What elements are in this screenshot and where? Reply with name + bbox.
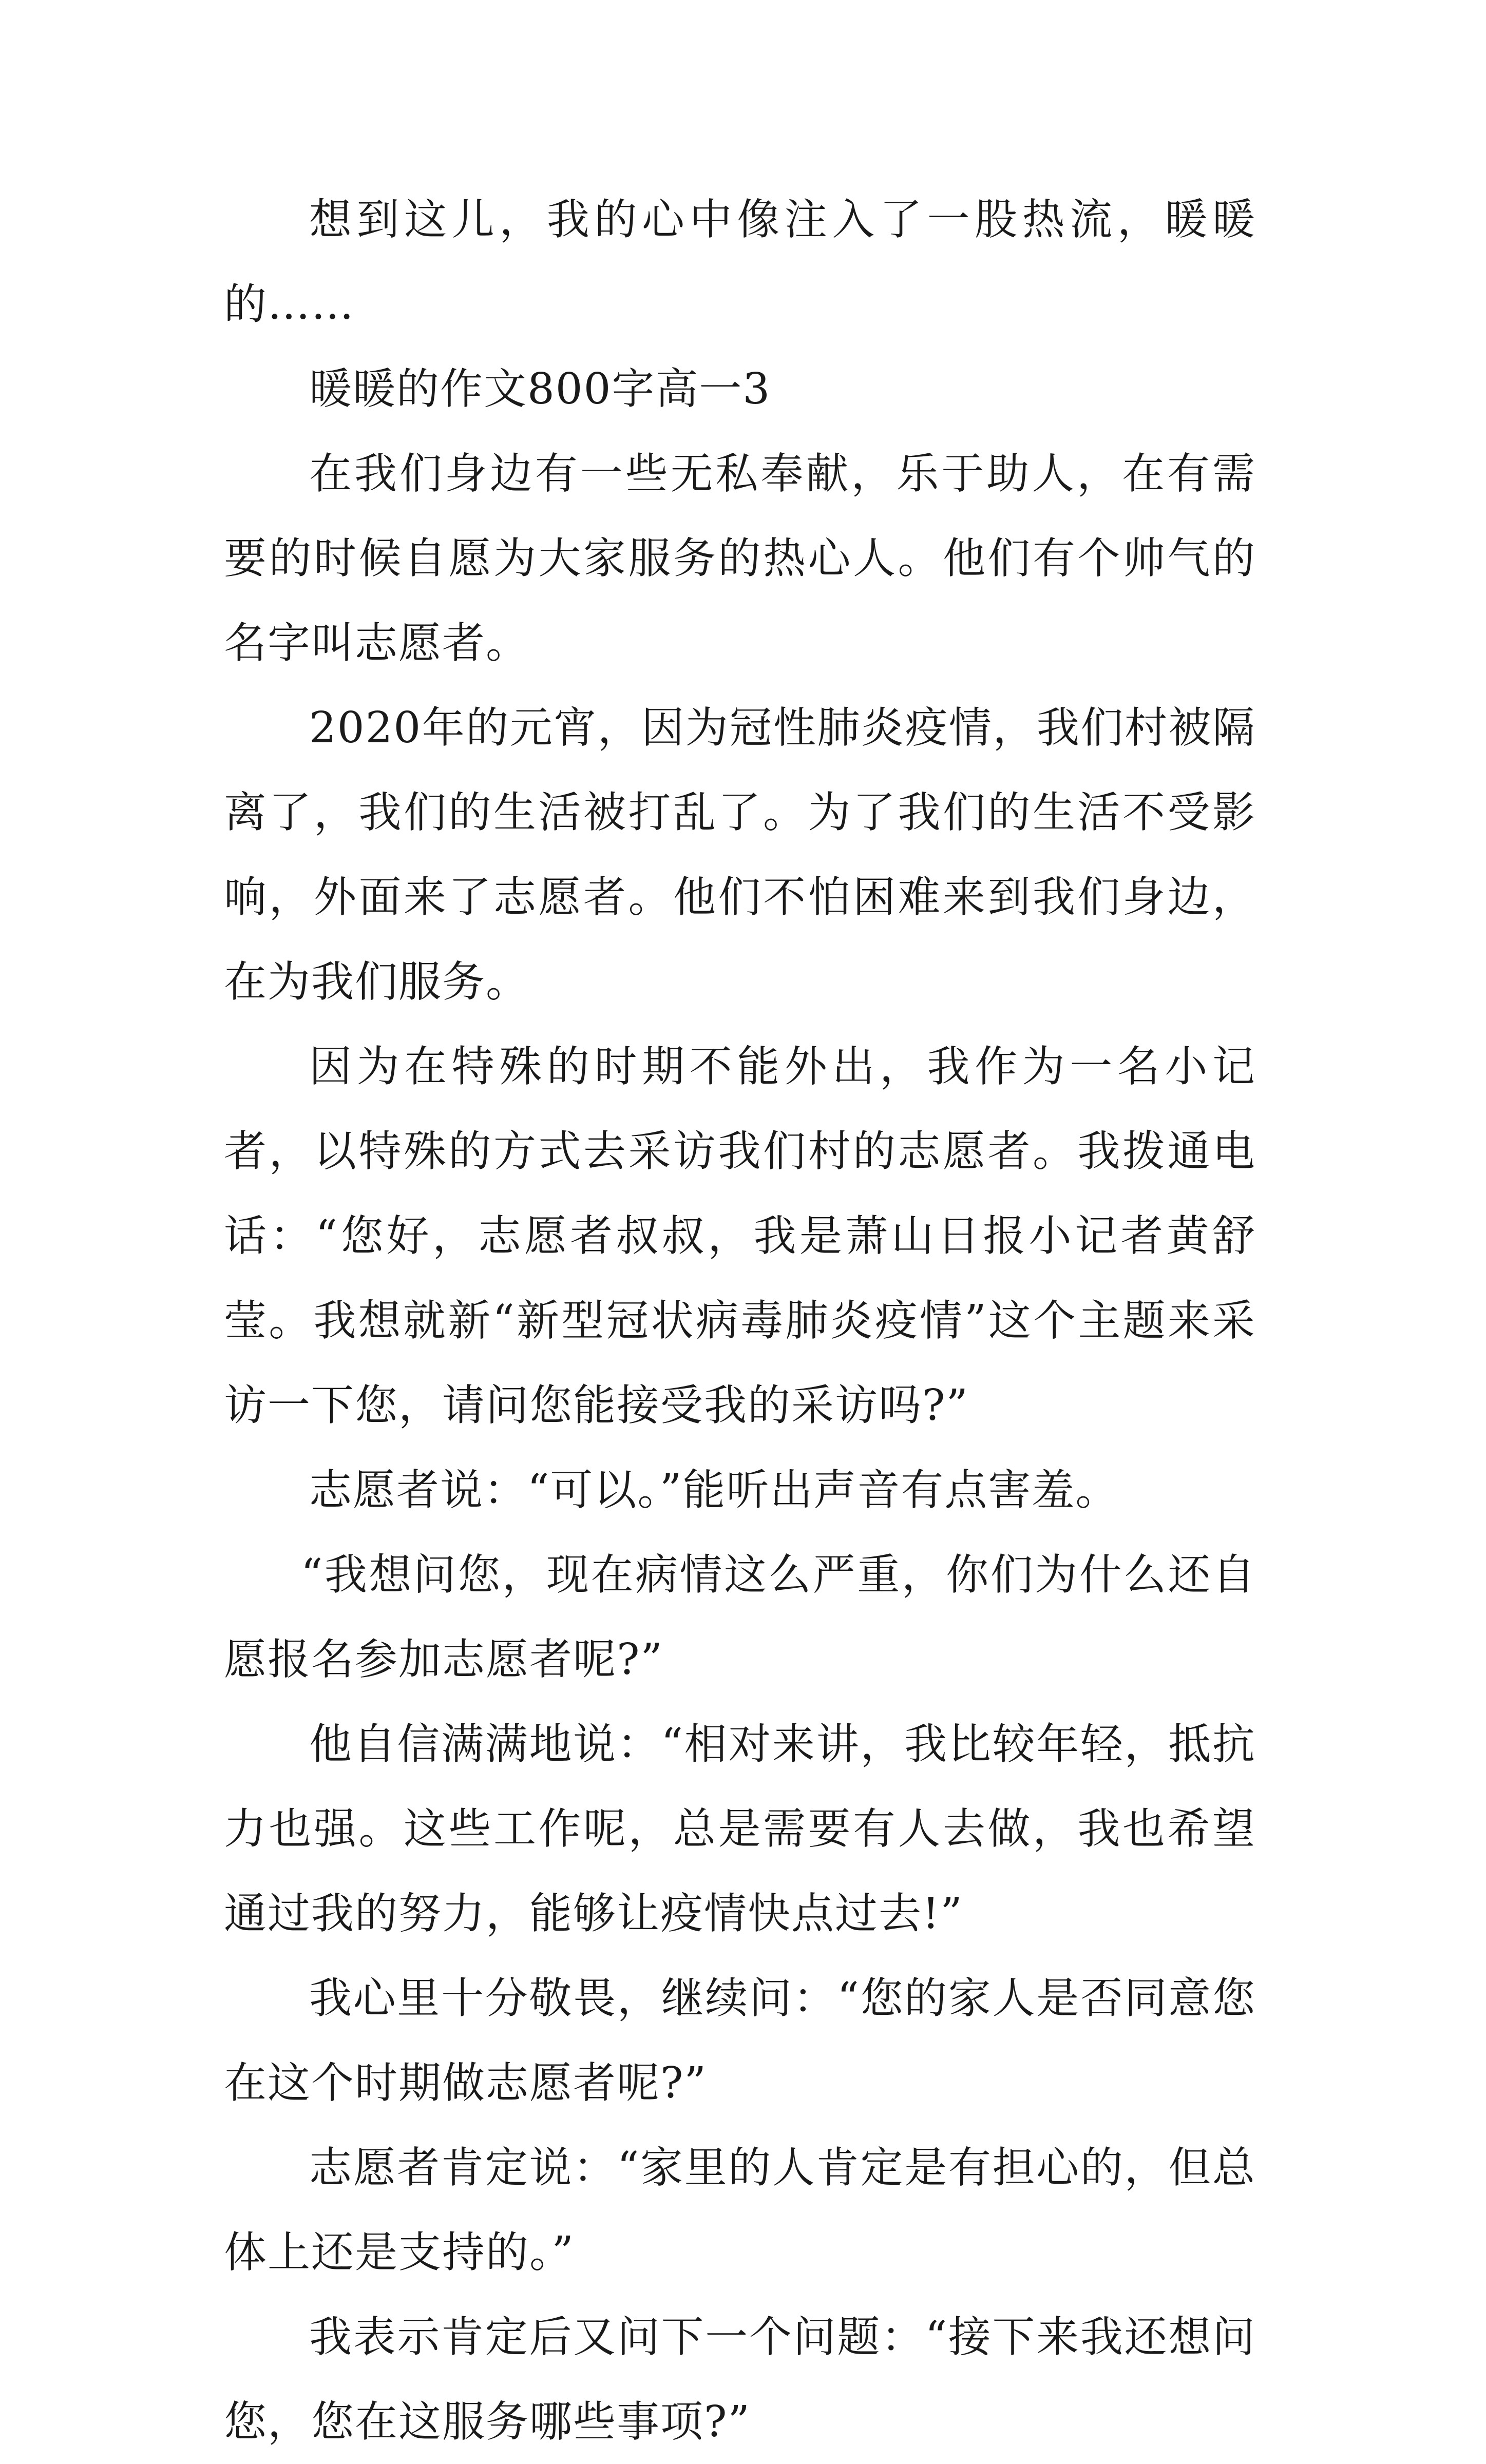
paragraph-11: 我表示肯定后又问下一个问题：“接下来我还想问您，您在这服务哪些事项?” xyxy=(224,2312,1256,2447)
paragraph-3: 在我们身边有一些无私奉献，乐于助人，在有需要的时候自愿为大家服务的热心人。他们有个帅气的名字叫志愿者。 xyxy=(224,449,1256,668)
paragraph-10: 志愿者肯定说：“家里的人肯定是有担心的，但总体上还是支持的。” xyxy=(224,2143,1256,2277)
paragraph-6: 志愿者说：“可以。”能听出声音有点害羞。 xyxy=(309,1465,1119,1515)
paragraph-9: 我心里十分敬畏，继续问：“您的家人是否同意您在这个时期做志愿者呢?” xyxy=(224,1973,1256,2108)
paragraph-8: 他自信满满地说：“相对来讲，我比较年轻，抵抗力也强。这些工作呢，总是需要有人去做，我也希望通过我的努力，能够让疫情快点过去!” xyxy=(224,1719,1256,1938)
document-body xyxy=(224,177,1256,2464)
paragraph-5: 因为在特殊的时期不能外出，我作为一名小记者，以特殊的方式去采访我们村的志愿者。我拨通电话：“您好，志愿者叔叔，我是萧山日报小记者黄舒莹。我想就新“新型冠状病毒肺炎疫情”这个主题来采访一下您，请问您能接受我的采访吗?” xyxy=(224,1042,1256,1430)
paragraph-7: “我想问您，现在病情这么严重，你们为什么还自愿报名参加志愿者呢?” xyxy=(224,1550,1256,1684)
section-heading: 暖暖的作文800字高一3 xyxy=(309,364,771,414)
paragraph-1: 想到这儿，我的心中像注入了一股热流，暖暖的…… xyxy=(224,195,1256,329)
paragraph-4: 2020年的元宵，因为冠性肺炎疫情，我们村被隔离了，我们的生活被打乱了。为了我们的生活不受影响，外面来了志愿者。他们不怕困难来到我们身边，在为我们服务。 xyxy=(224,703,1256,1007)
